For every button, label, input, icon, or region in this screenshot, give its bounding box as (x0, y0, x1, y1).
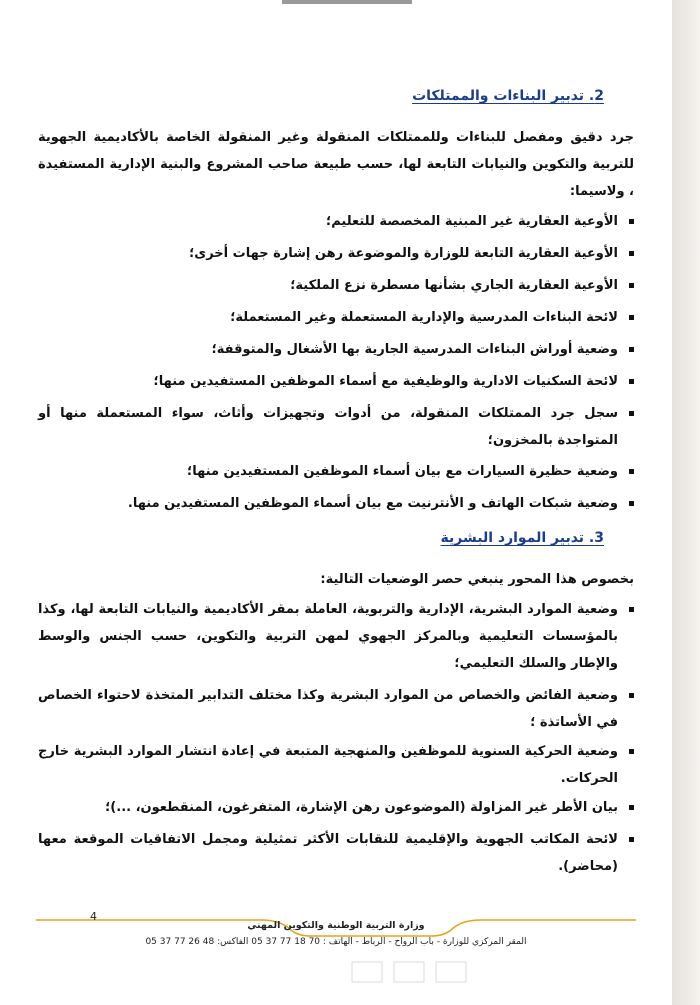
list-item: وضعية الحركية السنوية للموظفين والمنهجية المتبعة في إعادة انتشار الموارد البشرية خارج الحركات. (38, 738, 634, 792)
bullet-icon (629, 501, 634, 506)
section-2-title: تدبير البناءات والممتلكات (412, 88, 585, 104)
list-item: سجل جرد الممتلكات المنقولة، من أدوات وتجهيزات وأثاث، سواء المستعملة منها أو المتواجدة بالمخزون؛ (38, 400, 634, 454)
bullet-icon (629, 837, 634, 842)
bullet-icon (629, 347, 634, 352)
list-item: بيان الأطر غير المزاولة (الموضوعون رهن الإشارة، المتفرغون، المنقطعون، ...)؛ (38, 794, 634, 821)
list-item: وضعية الموارد البشرية، الإدارية والتربوية، العاملة بمقر الأكاديمية والنيابات التابعة لها، وكذا بالمؤسسات التعليمية وبالمركز الجهوي لمهن التربية والتكوين، حسب الجنس والوسط والإطار والسلك التعليمي؛ (38, 596, 634, 677)
list-item: وضعية حظيرة السيارات مع بيان أسماء الموظفين المستفيدين منها؛ (38, 458, 634, 485)
list-item: لائحة البناءات المدرسية والإدارية المستعملة وغير المستعملة؛ (38, 304, 634, 331)
bullet-icon (629, 693, 634, 698)
bullet-icon (629, 379, 634, 384)
bullet-icon (629, 251, 634, 256)
list-item: وضعية شبكات الهاتف و الأنترنيت مع بيان أسماء الموظفين المستفيدين منها. (38, 490, 634, 517)
section-3-intro: بخصوص هذا المحور ينبغي حصر الوضعيات التالية: (320, 572, 634, 587)
section-2-intro: جرد دقيق ومفصل للبناءات وللممتلكات المنقولة وغير المنقولة الخاصة بالأكاديمية الجهوية للتربية والتكوين والنيابات التابعة لها، حسب طبيعة صاحب المشروع والبنية الإدارية المستفيدة ، ولاسيما: (38, 130, 634, 199)
bullet-icon (629, 315, 634, 320)
bullet-icon (629, 749, 634, 754)
list-item: وضعية أوراش البناءات المدرسية الجارية بها الأشغال والمتوقفة؛ (38, 336, 634, 363)
footer-address: المقر المركزي للوزارة - باب الرواح - الرباط - الهاتف : 70 18 77 37 05 الفاكس: 48 26 77 37 05 (145, 937, 527, 947)
bullet-icon (629, 805, 634, 810)
footer-ministry-name: وزارة التربية الوطنية والتكوين المهني (247, 920, 425, 931)
section-3-heading (441, 530, 604, 546)
bullet-icon (629, 411, 634, 416)
list-item: لائحة المكاتب الجهوية والإقليمية للنقابات الأكثر تمثيلية ومجمل الاتفاقيات الموقعة معها (محاضر). (38, 826, 634, 880)
list-item: الأوعية العقارية غير المبنية المخصصة للتعليم؛ (38, 208, 634, 235)
section-3-number: 3. (588, 530, 604, 546)
list-item: الأوعية العقارية التابعة للوزارة والموضوعة رهن إشارة جهات أخرى؛ (38, 240, 634, 267)
list-item: الأوعية العقارية الجاري بشأنها مسطرة نزع الملكية؛ (38, 272, 634, 299)
list-item: وضعية الفائض والخصاص من الموارد البشرية وكذا مختلف التدابير المتخذة لاحتواء الخصاص في الأساتذة ؛ (38, 682, 634, 736)
faint-stamp-mark (350, 958, 470, 988)
section-2-heading (412, 88, 604, 104)
scan-margin (672, 0, 700, 1005)
section-2-number: 2. (588, 88, 604, 104)
section-3-title: تدبير الموارد البشرية (440, 530, 585, 546)
bullet-icon (629, 607, 634, 612)
bullet-icon (629, 469, 634, 474)
bullet-icon (629, 283, 634, 288)
scan-edge-mark (282, 0, 412, 4)
bullet-icon (629, 219, 634, 224)
page-number: 4 (90, 910, 97, 923)
list-item: لائحة السكنيات الادارية والوظيفية مع أسماء الموظفين المستفيدين منها؛ (38, 368, 634, 395)
